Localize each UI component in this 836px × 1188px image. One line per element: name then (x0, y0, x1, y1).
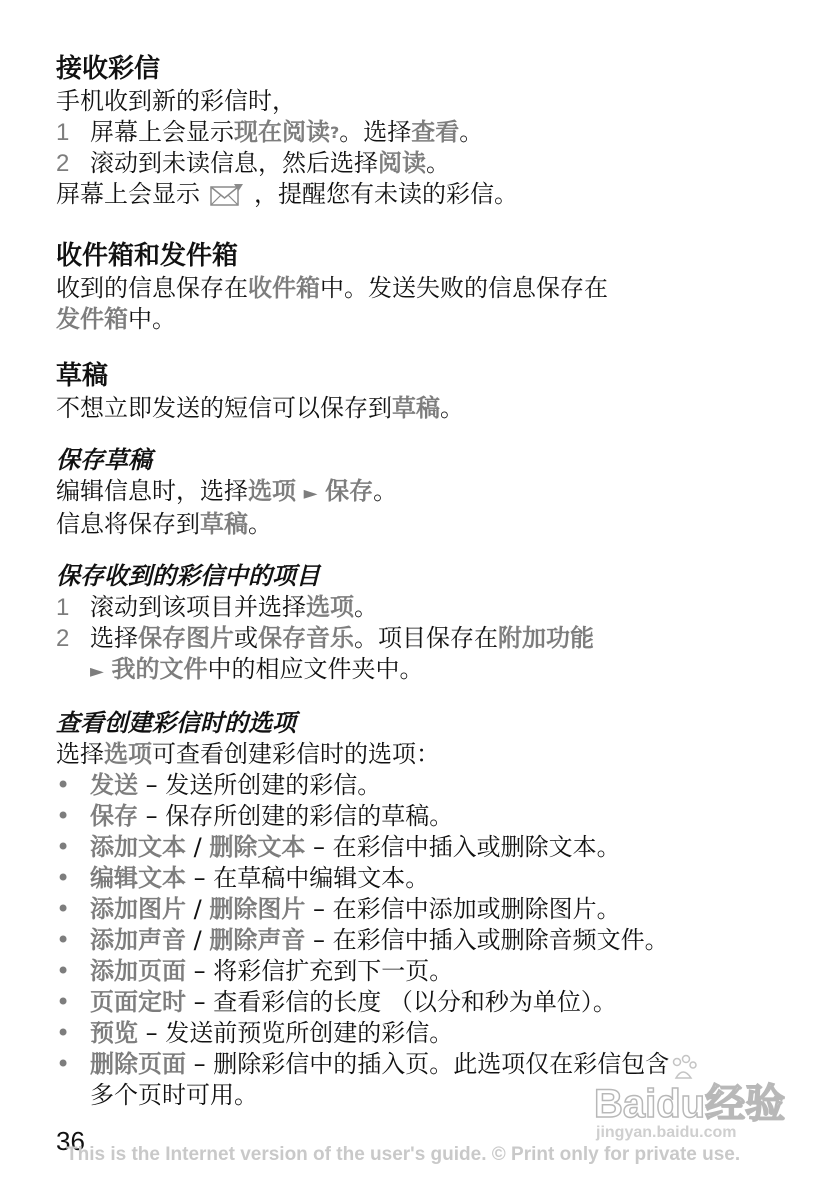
subsection-title-mms-options: 查看创建彩信时的选项 (56, 709, 296, 737)
item-description: – 在彩信中插入或删除文本。 (305, 833, 621, 861)
menu-arrow-icon: ► (90, 661, 104, 682)
menu-term-read: 阅读 (378, 149, 426, 177)
unread-notice: 屏幕上会显示 ，提醒您有未读的彩信。 (56, 179, 796, 215)
item-description: – 在彩信中插入或删除音频文件。 (305, 926, 669, 954)
bullet-icon: • (56, 1019, 71, 1047)
menu-term-save-music: 保存音乐 (258, 624, 354, 652)
menu-term-drafts: 草稿 (392, 394, 440, 422)
item-description: – 删除彩信中的插入页。此选项仅在彩信包含 (186, 1050, 670, 1078)
bullet-icon: • (56, 833, 71, 861)
menu-term-outbox: 发件箱 (56, 305, 128, 333)
mms-options-list (56, 770, 796, 1080)
drafts-line-1: 不想立即发送的短信可以保存到草稿。 (56, 394, 464, 422)
separator: / (186, 926, 210, 954)
subsection-title-save-items: 保存收到的彩信中的项目 (56, 562, 320, 590)
menu-term-options: 选项 (306, 593, 354, 621)
save-items-step-2: 2 选择保存图片或保存音乐。项目保存在附加功能 (56, 624, 594, 652)
section-title-inbox-outbox: 收件箱和发件箱 (56, 241, 239, 271)
receive-step-1: 1 屏幕上会显示现在阅读?。选择查看。 (56, 118, 484, 146)
list-item (56, 925, 796, 956)
item-description: – 将彩信扩充到下一页。 (186, 957, 454, 985)
bullet-icon: • (56, 988, 71, 1016)
menu-term: 删除文本 (209, 833, 306, 861)
separator: / (186, 895, 210, 923)
step-number: 2 (56, 625, 70, 652)
menu-term-options: 选项 (248, 477, 296, 505)
list-item (56, 770, 796, 801)
menu-term: 删除页面 (90, 1050, 186, 1078)
menu-term-view: 查看 (411, 118, 460, 146)
menu-term: 添加声音 (90, 926, 186, 954)
unread-message-icon (210, 183, 244, 215)
menu-term-drafts: 草稿 (200, 510, 248, 538)
menu-term-save: 保存 (325, 477, 374, 505)
list-item (56, 894, 796, 925)
item-description: – 查看彩信的长度 （以分和秒为单位）。 (186, 988, 617, 1016)
menu-term: 发送 (90, 771, 138, 799)
bullet-icon: • (56, 957, 71, 985)
receive-intro: 手机收到新的彩信时， (56, 87, 296, 115)
separator: / (186, 833, 210, 861)
menu-term: 添加图片 (90, 895, 186, 923)
menu-term: 删除图片 (209, 895, 306, 923)
item-description: – 保存所创建的彩信的草稿。 (138, 802, 454, 830)
footer-disclaimer: This is the Internet version of the user's guide. © Print only for private use. (66, 1144, 741, 1165)
list-item (56, 863, 796, 894)
page-number: 36 (56, 1126, 85, 1156)
menu-term: 预览 (90, 1019, 138, 1047)
step-number: 2 (56, 150, 70, 177)
mms-options-intro: 选择选项可查看创建彩信时的选项： (56, 740, 440, 768)
item-description: – 发送前预览所创建的彩信。 (138, 1019, 454, 1047)
menu-term-inbox: 收件箱 (248, 274, 320, 302)
watermark-logo: Baidu经验 (594, 1082, 786, 1126)
subsection-title-save-draft: 保存草稿 (56, 446, 152, 474)
manual-page (56, 52, 796, 1111)
baidu-watermark (594, 1068, 786, 1152)
section-title-drafts: 草稿 (56, 361, 109, 391)
save-items-step-2-cont: ► 我的文件中的相应文件夹中。 (90, 655, 424, 683)
menu-arrow-icon: ► (303, 483, 318, 504)
bullet-icon: • (56, 802, 71, 830)
item-description: – 发送所创建的彩信。 (138, 771, 382, 799)
bullet-icon: • (56, 1050, 71, 1078)
save-items-step-1: 1 滚动到该项目并选择选项。 (56, 593, 378, 621)
question-mark: ? (330, 123, 340, 142)
menu-term: 删除声音 (209, 926, 306, 954)
menu-term: 保存 (90, 802, 138, 830)
list-item (56, 832, 796, 863)
inbox-line-1: 收到的信息保存在收件箱中。发送失败的信息保存在 (56, 274, 608, 302)
bullet-icon: • (56, 926, 71, 954)
section-title-receive-mms: 接收彩信 (56, 54, 161, 84)
list-item (56, 801, 796, 832)
step-number: 1 (56, 119, 70, 146)
save-draft-line-1: 编辑信息时，选择选项 ► 保存。 (56, 477, 398, 505)
list-item (56, 1018, 796, 1049)
menu-term-options: 选项 (104, 740, 152, 768)
watermark-url: jingyan.baidu.com (596, 1124, 737, 1141)
menu-term-read-now: 现在阅读 (234, 118, 330, 146)
step-number: 1 (56, 594, 70, 621)
menu-term: 添加文本 (90, 833, 186, 861)
receive-step-2: 2 滚动到未读信息，然后选择阅读。 (56, 149, 450, 177)
save-draft-line-2: 信息将保存到草稿。 (56, 510, 272, 538)
item-description: – 在彩信中添加或删除图片。 (305, 895, 621, 923)
inbox-line-2: 发件箱中。 (56, 305, 176, 333)
item-description: – 在草稿中编辑文本。 (186, 864, 430, 892)
bullet-icon: • (56, 771, 71, 799)
menu-term-extras: 附加功能 (498, 624, 594, 652)
bullet-icon: • (56, 864, 71, 892)
menu-term-my-files: 我的文件 (111, 655, 208, 683)
list-item (56, 956, 796, 987)
list-item-continuation: 多个页时可用。 (90, 1081, 258, 1109)
menu-term: 页面定时 (90, 988, 186, 1016)
list-item (56, 987, 796, 1018)
menu-term: 编辑文本 (90, 864, 186, 892)
menu-term-save-picture: 保存图片 (138, 624, 234, 652)
bullet-icon: • (56, 895, 71, 923)
menu-term: 添加页面 (90, 957, 186, 985)
